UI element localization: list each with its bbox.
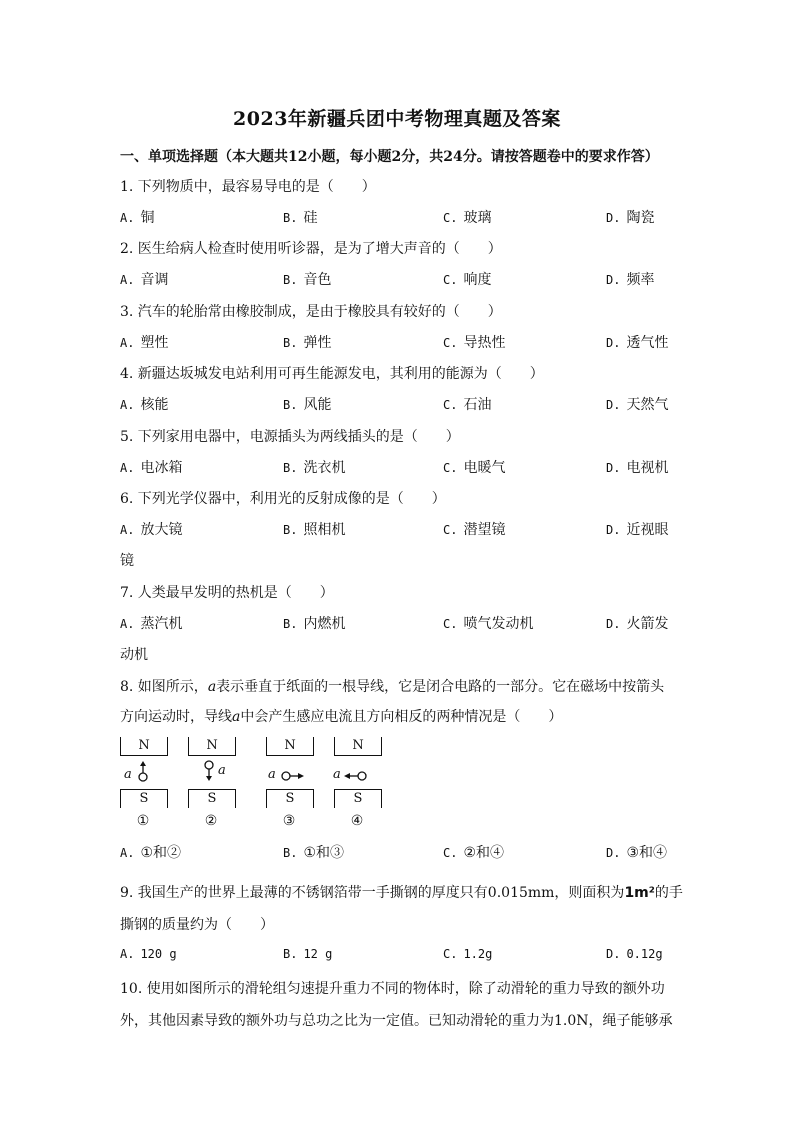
option-c[interactable]: C. 石油 [443, 397, 492, 413]
question-6: 6. 下列光学仪器中，利用光的反射成像的是（ ） [120, 491, 446, 507]
option-c[interactable]: C. 玻璃 [443, 210, 492, 226]
option-b[interactable]: B. 12 g [283, 947, 333, 961]
option-a[interactable]: A. 音调 [120, 272, 169, 288]
option-d[interactable]: D. 电视机 [606, 460, 669, 476]
question-1: 1. 下列物质中，最容易导电的是（ ） [120, 179, 376, 195]
question-8-options [120, 842, 680, 862]
option-d[interactable]: D. 天然气 [606, 397, 669, 413]
option-c[interactable]: C. 喷气发动机 [443, 616, 534, 632]
option-a[interactable]: A. 蒸汽机 [120, 616, 183, 632]
option-d[interactable]: D. 近视眼 [606, 522, 669, 538]
question-10-line-1: 10. 使用如图所示的滑轮组匀速提升重力不同的物体时，除了动滑轮的重力导致的额外功 [120, 981, 665, 997]
option-b[interactable]: B. 照相机 [283, 522, 346, 538]
south-pole: S [266, 789, 314, 808]
question-5: 5. 下列家用电器中，电源插头为两线插头的是（ ） [120, 429, 460, 445]
question-3-options [120, 332, 680, 352]
south-pole: S [334, 789, 382, 808]
wire-right-arrow-icon [280, 769, 304, 783]
wire-label: a [124, 767, 132, 782]
option-a[interactable]: A. 放大镜 [120, 522, 183, 538]
section-heading: 一、单项选择题（本大题共12小题，每小题2分，共24分。请按答题卷中的要求作答） [120, 149, 659, 165]
option-a[interactable]: A. 塑性 [120, 335, 169, 351]
wire-up-arrow-icon [136, 761, 150, 783]
magnet-figure [118, 735, 388, 835]
case-label: ④ [350, 813, 364, 829]
case-label: ③ [282, 813, 296, 829]
wire-left-arrow-icon [344, 769, 368, 783]
option-c[interactable]: C. 导热性 [443, 335, 506, 351]
option-c[interactable]: C. 电暖气 [443, 460, 506, 476]
option-a[interactable]: A. ①和② [120, 845, 182, 861]
question-2-options [120, 269, 680, 289]
option-d[interactable]: D. 频率 [606, 272, 655, 288]
question-10-line-2: 外，其他因素导致的额外功与总功之比为一定值。已知动滑轮的重力为1.0N，绳子能够承 [120, 1013, 673, 1029]
question-7-options [120, 613, 680, 633]
option-d[interactable]: D. ③和④ [606, 845, 668, 861]
option-b[interactable]: B. 内燃机 [283, 616, 346, 632]
option-d-continuation: 镜 [120, 553, 134, 569]
option-a[interactable]: A. 120 g [120, 947, 177, 961]
south-pole: S [120, 789, 168, 808]
question-7: 7. 人类最早发明的热机是（ ） [120, 585, 334, 601]
option-b[interactable]: B. 弹性 [283, 335, 332, 351]
option-b[interactable]: B. 硅 [283, 210, 318, 226]
question-8-line-1: 8. 如图所示，a表示垂直于纸面的一根导线，它是闭合电路的一部分。它在磁场中按箭头 [120, 679, 665, 695]
question-6-options [120, 519, 680, 539]
area-unit: 1m² [624, 885, 655, 901]
north-pole: N [334, 737, 382, 756]
option-d-continuation: 动机 [120, 647, 148, 663]
question-8-line-2: 方向运动时，导线a中会产生感应电流且方向相反的两种情况是（ ） [120, 709, 563, 725]
question-9-line-2: 撕钢的质量约为（ ） [120, 917, 274, 933]
question-5-options [120, 457, 680, 477]
question-9-options [120, 946, 680, 966]
option-c[interactable]: C. ②和④ [443, 845, 505, 861]
wire-down-arrow-icon [202, 759, 216, 781]
option-b[interactable]: B. ①和③ [283, 845, 345, 861]
case-label: ② [204, 813, 218, 829]
wire-variable: a [232, 709, 241, 725]
wire-label: a [268, 767, 276, 782]
question-9-line-1: 9. 我国生产的世界上最薄的不锈钢箔带一手撕钢的厚度只有0.015mm，则面积为1m²的手 [120, 885, 683, 901]
case-label: ① [136, 813, 150, 829]
question-1-options [120, 207, 680, 227]
question-2: 2. 医生给病人检查时使用听诊器，是为了增大声音的（ ） [120, 241, 502, 257]
wire-label: a [218, 763, 226, 778]
question-3: 3. 汽车的轮胎常由橡胶制成，是由于橡胶具有较好的（ ） [120, 304, 502, 320]
option-d[interactable]: D. 陶瓷 [606, 210, 655, 226]
option-b[interactable]: B. 洗衣机 [283, 460, 346, 476]
north-pole: N [266, 737, 314, 756]
wire-variable: a [207, 679, 217, 695]
option-d[interactable]: D. 0.12g [606, 947, 663, 961]
option-c[interactable]: C. 潜望镜 [443, 522, 506, 538]
north-pole: N [188, 737, 236, 756]
option-b[interactable]: B. 风能 [283, 397, 332, 413]
page-title: 2023年新疆兵团中考物理真题及答案 [233, 108, 561, 130]
wire-label: a [333, 767, 341, 782]
option-d[interactable]: D. 透气性 [606, 335, 669, 351]
option-c[interactable]: C. 1.2g [443, 947, 493, 961]
option-a[interactable]: A. 核能 [120, 397, 169, 413]
north-pole: N [120, 737, 168, 756]
question-4-options [120, 394, 680, 414]
option-a[interactable]: A. 电冰箱 [120, 460, 183, 476]
south-pole: S [188, 789, 236, 808]
option-c[interactable]: C. 响度 [443, 272, 492, 288]
option-b[interactable]: B. 音色 [283, 272, 332, 288]
option-a[interactable]: A. 铜 [120, 210, 155, 226]
option-d[interactable]: D. 火箭发 [606, 616, 669, 632]
question-4: 4. 新疆达坂城发电站利用可再生能源发电，其利用的能源为（ ） [120, 366, 544, 382]
